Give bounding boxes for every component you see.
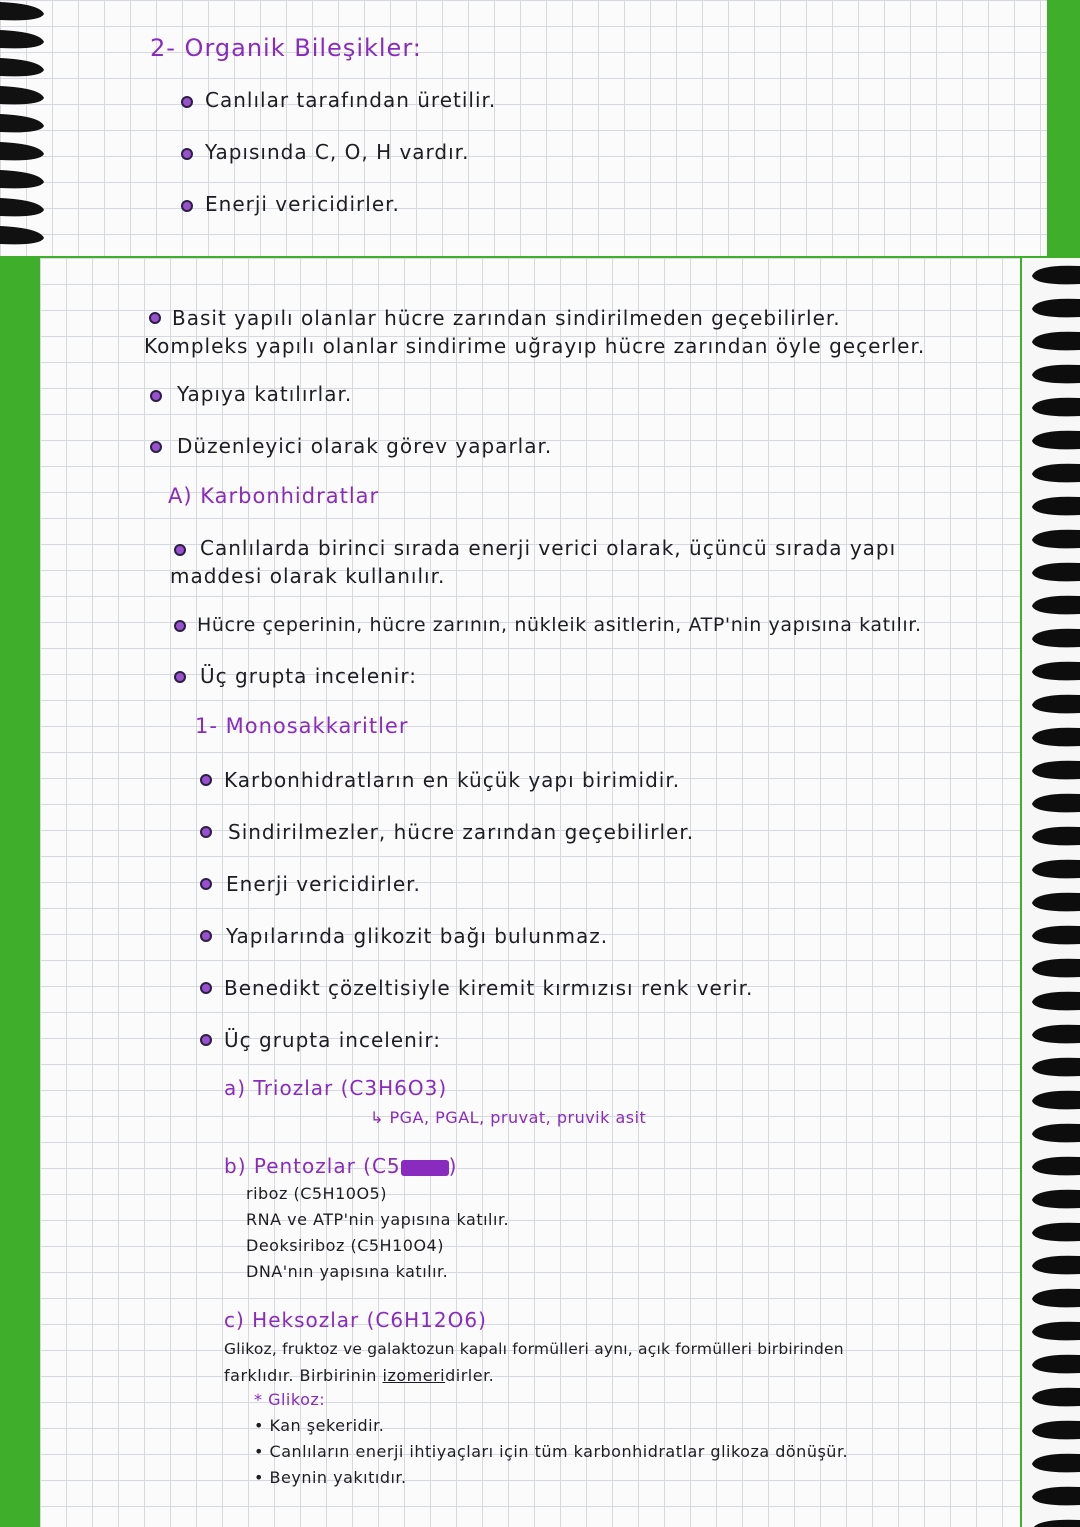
riboz-formula: riboz (C5H10O5) (246, 1184, 387, 1203)
spiral-ring (1032, 959, 1080, 978)
bullet-regulator: Düzenleyici olarak görev yaparlar. (177, 434, 553, 458)
carb-bullet-1-line-1: Canlılarda birinci sırada enerji verici olarak, üçüncü sırada yapı (200, 536, 897, 560)
spiral-ring (1032, 1322, 1080, 1341)
spiral-ring (1032, 1454, 1080, 1473)
spiral-ring (1032, 1520, 1080, 1527)
spiral-ring (1032, 926, 1080, 945)
spiral-ring (1032, 497, 1080, 516)
spiral-binding-left (0, 0, 52, 256)
bullet-icon (150, 390, 162, 402)
monosaccharides-heading: 1- Monosakkaritler (195, 714, 409, 738)
spiral-ring (1032, 596, 1080, 615)
mono-bullet-6: Üç grupta incelenir: (224, 1028, 441, 1052)
spiral-ring (1032, 992, 1080, 1011)
mono-bullet-3: Enerji vericidirler. (226, 872, 421, 896)
spiral-ring (1032, 827, 1080, 846)
spiral-ring (1032, 1421, 1080, 1440)
spiral-ring (1032, 1157, 1080, 1176)
spiral-ring (1032, 662, 1080, 681)
triozlar-note: ↳ PGA, PGAL, pruvat, pruvik asit (370, 1108, 647, 1127)
pentozlar-heading-text: b) Pentozlar (C5 (224, 1154, 401, 1178)
glikoz-point-1: • Kan şekeridir. (254, 1416, 385, 1435)
green-background-strip (1047, 0, 1080, 256)
triozlar-heading: a) Triozlar (C3H6O3) (224, 1076, 448, 1100)
riboz-note: RNA ve ATP'nin yapısına katılır. (246, 1210, 510, 1229)
notebook-page-top (0, 0, 1047, 256)
bullet-icon (181, 96, 193, 108)
bullet-structure: Yapıya katılırlar. (177, 382, 353, 406)
top-bullet-2: Yapısında C, O, H vardır. (205, 140, 470, 164)
spiral-ring (1032, 1487, 1080, 1506)
spiral-ring (1032, 266, 1080, 285)
spiral-ring (1032, 1223, 1080, 1242)
spiral-ring (1032, 761, 1080, 780)
mono-bullet-1: Karbonhidratların en küçük yapı birimidir. (224, 768, 681, 792)
spiral-ring (1032, 1058, 1080, 1077)
bullet-icon (200, 930, 212, 942)
heksozlar-line-1: Glikoz, fruktoz ve galaktozun kapalı formülleri aynı, açık formülleri birbirinden (224, 1340, 844, 1358)
heksozlar-line-2-suffix: dirler. (445, 1366, 495, 1385)
heksozlar-line-2 (224, 1366, 494, 1385)
heksozlar-heading: c) Heksozlar (C6H12O6) (224, 1308, 487, 1332)
mono-bullet-2: Sindirilmezler, hücre zarından geçebilirler. (228, 820, 695, 844)
spiral-ring (1032, 629, 1080, 648)
spiral-ring (1032, 1124, 1080, 1143)
heksozlar-line-2-underlined: izomeri (382, 1366, 446, 1385)
spiral-ring (1032, 1025, 1080, 1044)
bullet-icon (149, 312, 161, 324)
bullet-icon (200, 878, 212, 890)
bullet-icon (174, 544, 186, 556)
bullet-icon (181, 148, 193, 160)
top-bullet-3: Enerji vericidirler. (205, 192, 400, 216)
heksozlar-line-2-prefix: farklıdır. Birbirinin (224, 1366, 383, 1385)
spiral-ring (1032, 431, 1080, 450)
carb-bullet-3: Üç grupta incelenir: (200, 664, 417, 688)
spiral-ring (1032, 695, 1080, 714)
spiral-ring (1032, 893, 1080, 912)
spiral-ring (1032, 860, 1080, 879)
spiral-ring (1032, 1256, 1080, 1275)
bullet-icon (200, 826, 212, 838)
top-bullet-1: Canlılar tarafından üretilir. (205, 88, 497, 112)
spiral-ring (1032, 332, 1080, 351)
spiral-ring (1032, 365, 1080, 384)
spiral-ring (1032, 1190, 1080, 1209)
bullet-icon (200, 982, 212, 994)
spiral-ring (1032, 563, 1080, 582)
pentozlar-heading-close: ) (448, 1154, 458, 1178)
pentozlar-heading (224, 1154, 457, 1178)
spiral-ring (1032, 1388, 1080, 1407)
bullet-icon (200, 774, 212, 786)
bullet-icon (181, 200, 193, 212)
spiral-ring (1032, 1355, 1080, 1374)
mono-bullet-5: Benedikt çözeltisiyle kiremit kırmızısı renk verir. (224, 976, 754, 1000)
glikoz-heading: * Glikoz: (254, 1390, 326, 1409)
spiral-ring (1032, 794, 1080, 813)
scribble-mark (401, 1160, 449, 1176)
carb-bullet-2: Hücre çeperinin, hücre zarının, nükleik asitlerin, ATP'nin yapısına katılır. (197, 614, 922, 636)
section-a-heading: A) Karbonhidratlar (168, 484, 380, 508)
glikoz-point-2: • Canlıların enerji ihtiyaçları için tüm karbonhidratlar glikoza dönüşür. (254, 1442, 849, 1461)
bullet-icon (174, 671, 186, 683)
spiral-ring (1032, 464, 1080, 483)
spiral-ring (1032, 1289, 1080, 1308)
mono-bullet-4: Yapılarında glikozit bağı bulunmaz. (226, 924, 609, 948)
intro-line-1: Basit yapılı olanlar hücre zarından sindirilmeden geçebilirler. (172, 306, 841, 330)
bullet-icon (200, 1034, 212, 1046)
bullet-icon (174, 620, 186, 632)
carb-bullet-1-line-2: maddesi olarak kullanılır. (170, 564, 446, 588)
deoksiriboz-formula: Deoksiriboz (C5H10O4) (246, 1236, 444, 1255)
spiral-ring (1032, 728, 1080, 747)
glikoz-point-3: • Beynin yakıtıdır. (254, 1468, 407, 1487)
intro-line-2: Kompleks yapılı olanlar sindirime uğrayıp hücre zarından öyle geçerler. (144, 334, 926, 358)
section-title-organic-compounds: 2- Organik Bileşikler: (150, 34, 422, 62)
spiral-ring (1032, 398, 1080, 417)
deoksiriboz-note: DNA'nın yapısına katılır. (246, 1262, 449, 1281)
spiral-ring (1032, 299, 1080, 318)
bullet-icon (150, 441, 162, 453)
notebook-page-main (40, 258, 1020, 1527)
spiral-ring (1032, 1091, 1080, 1110)
spiral-binding-right (1022, 258, 1080, 1527)
spiral-ring (1032, 530, 1080, 549)
